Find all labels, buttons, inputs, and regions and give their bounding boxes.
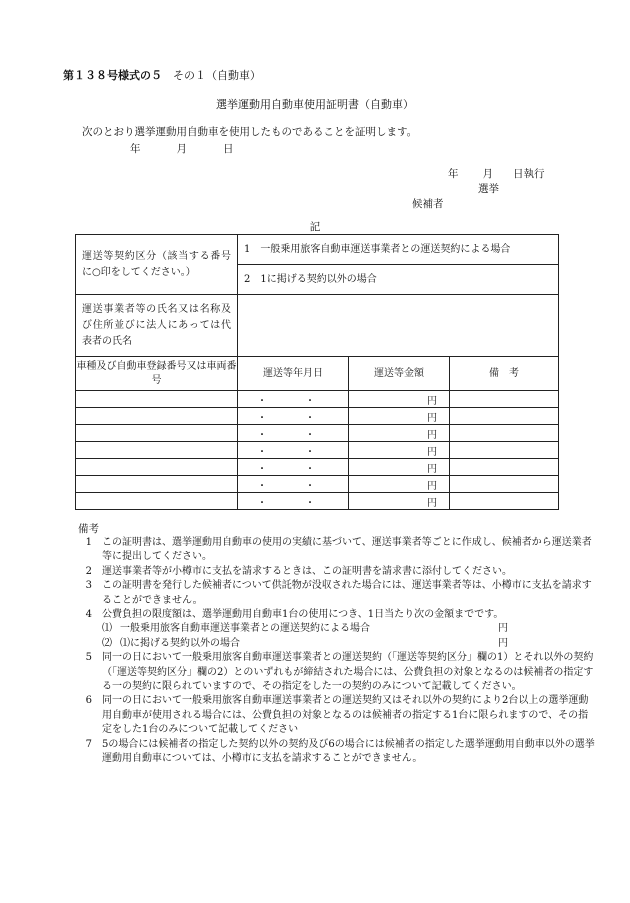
month-label: 月 — [176, 143, 187, 155]
vehicle-cell[interactable] — [76, 459, 238, 476]
amount-cell[interactable]: 円 — [349, 459, 450, 476]
form-number: 第１３８号様式の５ — [63, 69, 162, 82]
amount-cell[interactable]: 円 — [349, 425, 450, 442]
table-row — [76, 476, 559, 493]
vehicle-cell[interactable] — [76, 425, 238, 442]
usage-table — [75, 234, 559, 510]
date-cell[interactable]: ・ ・ — [238, 476, 349, 493]
note-item: 3 この証明書を発行した候補者について供託物が没収された場合には、運送事業者等は、小樽市に支払を請求することができません。 — [85, 580, 592, 606]
day-label: 日 — [223, 143, 234, 155]
note-4-subitem: ⑴ 一般乗用旅客自動車運送事業者との運送契約による場合 円 — [78, 622, 598, 636]
header-vehicle: 車種及び自動車登録番号又は車両番号 — [76, 357, 238, 391]
notes-list — [78, 536, 598, 767]
amount-cell[interactable]: 円 — [349, 476, 450, 493]
remarks-cell[interactable] — [450, 442, 559, 459]
notes-heading: 備考 — [78, 523, 99, 535]
candidate-label: 候補者 — [412, 198, 444, 210]
amount-cell[interactable]: 円 — [349, 408, 450, 425]
table-row — [76, 425, 559, 442]
contract-option-1[interactable]: 1 一般乗用旅客自動車運送事業者との運送契約による場合 — [238, 235, 559, 265]
note-item: 2 運送事業者等が小樽市に支払を請求するときは、この証明書を請求書に添付してください。 — [85, 565, 512, 577]
yen-unit: 円 — [498, 637, 508, 649]
note-4-subitem: ⑵ ⑴に掲げる契約以外の場合 円 — [78, 637, 598, 651]
table-row — [76, 493, 559, 510]
vehicle-cell[interactable] — [76, 391, 238, 408]
form-subtitle: その１（自動車） — [173, 69, 261, 82]
yen-unit: 円 — [498, 623, 508, 635]
contract-category-label: 運送等契約区分（該当する番号に○印をしてください。） — [76, 235, 238, 295]
document-title: 選挙運動用自動車使用証明書（自動車） — [216, 98, 414, 111]
election-label: 選挙 — [478, 183, 499, 195]
vehicle-cell[interactable] — [76, 408, 238, 425]
amount-cell[interactable]: 円 — [349, 391, 450, 408]
vehicle-cell[interactable] — [76, 442, 238, 459]
header-remarks: 備 考 — [450, 357, 559, 391]
header-date: 運送等年月日 — [238, 357, 349, 391]
note-item: 5 同一の日において一般乗用旅客自動車運送事業者との運送契約（「運送等契約区分」欄の1）とそれ以外の契約（「運送等契約区分」欄の2）とのいずれもが締結された場合には、公費負担の対象となるのは候補者の指定する一の契約に限られていますので、その指定をした一の契約のみについて記載してください。 — [85, 652, 594, 693]
header-amount: 運送等金額 — [349, 357, 450, 391]
date-cell[interactable]: ・ ・ — [238, 459, 349, 476]
operator-label: 運送事業者等の氏名又は名称及び住所並びに法人にあっては代表者の氏名 — [76, 295, 238, 357]
remarks-cell[interactable] — [450, 391, 559, 408]
ki-heading: 記 — [309, 221, 321, 233]
note-item: 6 同一の日において一般乗用旅客自動車運送事業者との運送契約又はそれ以外の契約により2台以上の選挙運動用自動車が使用される場合には、公費負担の対象となるのは候補者の指定する1台に限られますので、その指定をした1台のみについて記載してください — [85, 695, 589, 736]
amount-cell[interactable]: 円 — [349, 493, 450, 510]
note-item: 1 この証明書は、選挙運動用自動車の使用の実績に基づいて、運送事業者等ごとに作成し、候補者から運送業者等に提出してください。 — [85, 537, 592, 563]
table-row — [76, 442, 559, 459]
date-cell[interactable]: ・ ・ — [238, 493, 349, 510]
contract-option-2[interactable]: 2 1に掲げる契約以外の場合 — [238, 265, 559, 295]
table-row — [76, 459, 559, 476]
table-row — [76, 391, 559, 408]
remarks-cell[interactable] — [450, 408, 559, 425]
vehicle-cell[interactable] — [76, 493, 238, 510]
amount-cell[interactable]: 円 — [349, 442, 450, 459]
date-cell[interactable]: ・ ・ — [238, 391, 349, 408]
note-item: 4 公費負担の限度額は、選挙運動用自動車1台の使用につき、1日当たり次の金額までです。 — [85, 609, 504, 621]
remarks-cell[interactable] — [450, 476, 559, 493]
operator-field[interactable] — [238, 295, 559, 357]
election-date: 年 月 日執行 — [448, 168, 545, 180]
remarks-cell[interactable] — [450, 459, 559, 476]
year-label: 年 — [130, 143, 141, 155]
remarks-cell[interactable] — [450, 493, 559, 510]
note-item: 7 5の場合には候補者の指定した契約以外の契約及び6の場合には候補者の指定した選挙運動用自動車以外の選挙運動用自動車については、小樽市に支払を請求することができません。 — [85, 738, 595, 765]
vehicle-cell[interactable] — [76, 476, 238, 493]
form-number-label — [63, 67, 261, 83]
date-cell[interactable]: ・ ・ — [238, 442, 349, 459]
date-cell[interactable]: ・ ・ — [238, 408, 349, 425]
remarks-cell[interactable] — [450, 425, 559, 442]
issue-date — [130, 141, 234, 156]
date-cell[interactable]: ・ ・ — [238, 425, 349, 442]
certification-statement: 次のとおり選挙運動用自動車を使用したものであることを証明します。 — [82, 126, 418, 138]
table-row — [76, 408, 559, 425]
